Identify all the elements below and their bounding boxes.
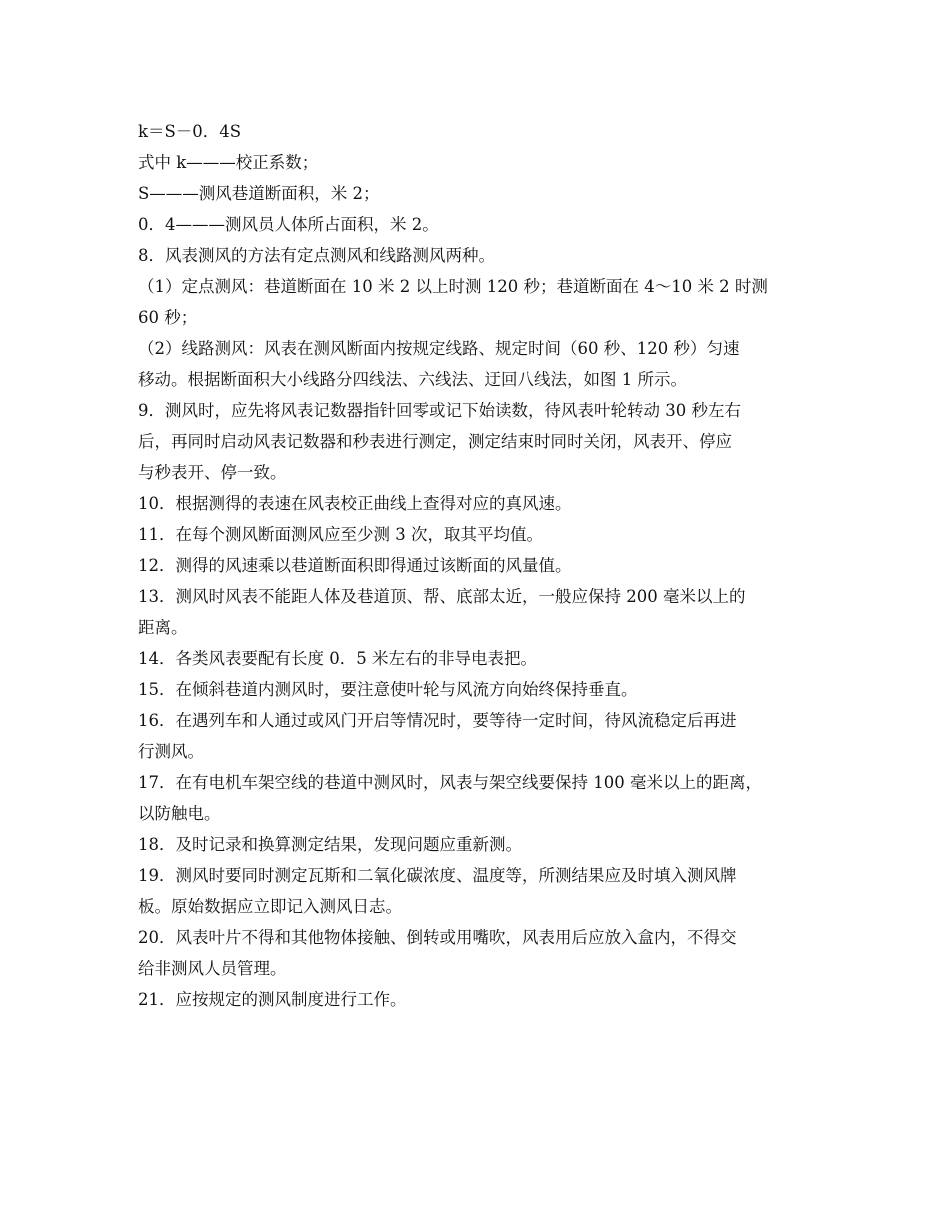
text-line: 16．在遇列车和人通过或风门开启等情况时，要等待一定时间，待风流稳定后再进 — [138, 711, 737, 730]
text-line: 12．测得的风速乘以巷道断面积即得通过该断面的风量值。 — [138, 556, 572, 575]
text-line: 8．风表测风的方法有定点测风和线路测风两种。 — [138, 246, 495, 265]
text-line: 15．在倾斜巷道内测风时，要注意使叶轮与风流方向始终保持垂直。 — [138, 680, 638, 699]
text-line: 20．风表叶片不得和其他物体接触、倒转或用嘴吹，风表用后应放入盒内，不得交 — [138, 928, 737, 947]
text-line: 板。原始数据应立即记入测风日志。 — [138, 897, 402, 916]
text-line: 17．在有电机车架空线的巷道中测风时，风表与架空线要保持 100 毫米以上的距离， — [138, 773, 762, 792]
text-line: 给非测风人员管理。 — [138, 959, 287, 978]
text-line: 19．测风时要同时测定瓦斯和二氧化碳浓度、温度等，所测结果应及时填入测风牌 — [138, 866, 737, 885]
text-line: 以防触电。 — [138, 804, 221, 823]
text-line: 9．测风时，应先将风表记数器指针回零或记下始读数，待风表叶轮转动 30 秒左右 — [138, 401, 741, 420]
text-line: 13．测风时风表不能距人体及巷道顶、帮、底部太近，一般应保持 200 毫米以上的 — [138, 587, 746, 606]
text-line: 与秒表开、停一致。 — [138, 463, 287, 482]
text-line: 后，再同时启动风表记数器和秒表进行测定，测定结束时同时关闭，风表开、停应 — [138, 432, 732, 451]
text-line: 60 秒； — [138, 308, 198, 327]
text-line: （2）线路测风：风表在测风断面内按规定线路、规定时间（60 秒、120 秒）匀速 — [138, 339, 740, 358]
text-line: 11．在每个测风断面测风应至少测 3 次，取其平均值。 — [138, 525, 543, 544]
document-body — [138, 116, 816, 1015]
text-line: k＝S－0．4S — [138, 122, 242, 141]
text-line: 10．根据测得的表速在风表校正曲线上查得对应的真风速。 — [138, 494, 572, 513]
text-line: （1）定点测风：巷道断面在 10 米 2 以上时测 120 秒；巷道断面在 4～10 米 2 时测 — [138, 277, 768, 296]
text-line: 21．应按规定的测风制度进行工作。 — [138, 990, 407, 1009]
text-line: 行测风。 — [138, 742, 204, 761]
text-line: 14．各类风表要配有长度 0．5 米左右的非导电表把。 — [138, 649, 537, 668]
text-line: 0．4———测风员人体所占面积，米 2。 — [138, 215, 439, 234]
text-line: 移动。根据断面积大小线路分四线法、六线法、迂回八线法，如图 1 所示。 — [138, 370, 687, 389]
text-line: 18．及时记录和换算测定结果，发现问题应重新测。 — [138, 835, 522, 854]
text-line: S———测风巷道断面积，米 2； — [138, 184, 380, 203]
text-line: 式中 k———校正系数； — [138, 153, 319, 172]
text-line: 距离。 — [138, 618, 188, 637]
